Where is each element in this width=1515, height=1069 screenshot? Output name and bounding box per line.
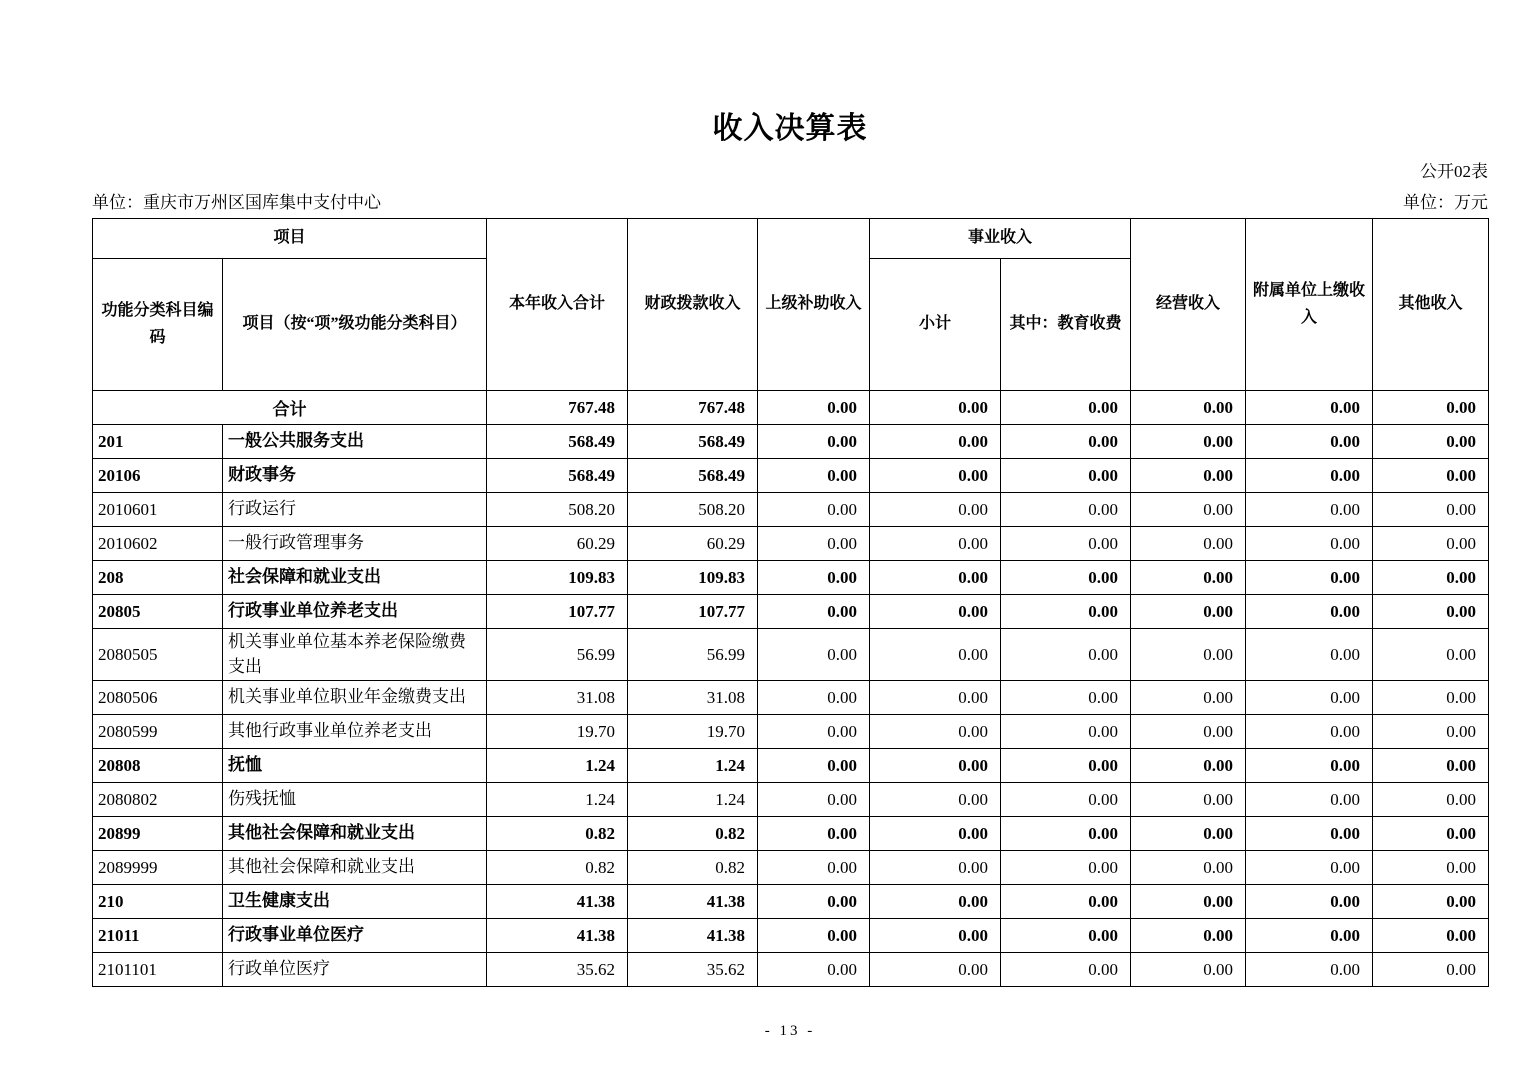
name-cell: 一般行政管理事务 — [223, 527, 487, 561]
name-cell: 机关事业单位基本养老保险缴费支出 — [223, 629, 487, 681]
value-cell: 0.00 — [1373, 391, 1489, 425]
value-cell: 0.00 — [870, 919, 1001, 953]
value-cell: 0.00 — [1001, 595, 1131, 629]
code-cell: 20805 — [93, 595, 223, 629]
header-function-code: 功能分类科目编码 — [93, 259, 223, 391]
value-cell: 0.00 — [1001, 391, 1131, 425]
value-cell: 0.00 — [1246, 493, 1373, 527]
value-cell: 0.00 — [1373, 851, 1489, 885]
header-superior-subsidy: 上级补助收入 — [758, 219, 870, 391]
value-cell: 0.00 — [1001, 681, 1131, 715]
header-subtotal: 小计 — [870, 259, 1001, 391]
table-row — [93, 629, 1489, 681]
value-cell: 109.83 — [487, 561, 628, 595]
value-cell: 0.00 — [870, 561, 1001, 595]
unit-row — [92, 188, 1488, 213]
header-total-income: 本年收入合计 — [487, 219, 628, 391]
value-cell: 1.24 — [628, 749, 758, 783]
value-cell: 0.00 — [1373, 919, 1489, 953]
value-cell: 0.00 — [758, 391, 870, 425]
value-cell: 0.00 — [1131, 715, 1246, 749]
value-cell: 0.00 — [1373, 749, 1489, 783]
value-cell: 0.00 — [1131, 919, 1246, 953]
income-statement-table — [92, 218, 1489, 987]
value-cell: 109.83 — [628, 561, 758, 595]
table-row — [93, 459, 1489, 493]
value-cell: 60.29 — [628, 527, 758, 561]
code-cell: 2089999 — [93, 851, 223, 885]
code-cell: 2010601 — [93, 493, 223, 527]
value-cell: 0.00 — [1131, 425, 1246, 459]
value-cell: 0.00 — [758, 953, 870, 987]
value-cell: 0.82 — [628, 851, 758, 885]
value-cell: 0.00 — [1373, 783, 1489, 817]
code-cell: 208 — [93, 561, 223, 595]
value-cell: 0.00 — [1373, 527, 1489, 561]
value-cell: 0.00 — [1131, 391, 1246, 425]
table-row — [93, 561, 1489, 595]
value-cell: 0.00 — [758, 493, 870, 527]
value-cell: 0.00 — [1001, 493, 1131, 527]
value-cell: 0.00 — [870, 391, 1001, 425]
value-cell: 0.00 — [1131, 783, 1246, 817]
value-cell: 0.00 — [1373, 629, 1489, 681]
value-cell: 0.00 — [1246, 629, 1373, 681]
value-cell: 0.00 — [1373, 493, 1489, 527]
value-cell: 0.00 — [758, 749, 870, 783]
value-cell: 0.00 — [870, 885, 1001, 919]
name-cell: 一般公共服务支出 — [223, 425, 487, 459]
value-cell: 0.00 — [1131, 885, 1246, 919]
header-row-top — [93, 219, 1489, 259]
value-cell: 0.00 — [1001, 953, 1131, 987]
value-cell: 0.00 — [1001, 817, 1131, 851]
name-cell: 卫生健康支出 — [223, 885, 487, 919]
value-cell: 0.00 — [1246, 561, 1373, 595]
value-cell: 0.00 — [1373, 817, 1489, 851]
code-cell: 2080505 — [93, 629, 223, 681]
value-cell: 0.00 — [1246, 783, 1373, 817]
value-cell: 0.00 — [1246, 425, 1373, 459]
table-row — [93, 885, 1489, 919]
value-cell: 41.38 — [487, 885, 628, 919]
value-cell: 0.82 — [487, 851, 628, 885]
value-cell: 107.77 — [628, 595, 758, 629]
value-cell: 0.00 — [870, 527, 1001, 561]
value-cell: 0.00 — [1373, 953, 1489, 987]
header-education-fee: 其中：教育收费 — [1001, 259, 1131, 391]
table-row — [93, 493, 1489, 527]
name-cell: 行政运行 — [223, 493, 487, 527]
value-cell: 0.00 — [1373, 885, 1489, 919]
value-cell: 0.00 — [1131, 595, 1246, 629]
value-cell: 0.00 — [1246, 885, 1373, 919]
code-cell: 2010602 — [93, 527, 223, 561]
value-cell: 0.00 — [1001, 459, 1131, 493]
table-row — [93, 527, 1489, 561]
value-cell: 0.00 — [1131, 527, 1246, 561]
name-cell: 行政事业单位养老支出 — [223, 595, 487, 629]
name-cell: 其他行政事业单位养老支出 — [223, 715, 487, 749]
name-cell: 合计 — [93, 391, 487, 425]
value-cell: 568.49 — [487, 425, 628, 459]
table-row — [93, 681, 1489, 715]
code-cell: 20106 — [93, 459, 223, 493]
value-cell: 0.00 — [1001, 629, 1131, 681]
value-cell: 0.00 — [1246, 817, 1373, 851]
value-cell: 31.08 — [487, 681, 628, 715]
table-row-total — [93, 391, 1489, 425]
value-cell: 0.00 — [1131, 459, 1246, 493]
table-row — [93, 425, 1489, 459]
name-cell: 行政事业单位医疗 — [223, 919, 487, 953]
value-cell: 19.70 — [487, 715, 628, 749]
code-cell: 2101101 — [93, 953, 223, 987]
header-project-group: 项目 — [93, 219, 487, 259]
value-cell: 1.24 — [628, 783, 758, 817]
table-row — [93, 749, 1489, 783]
value-cell: 0.00 — [1246, 459, 1373, 493]
name-cell: 机关事业单位职业年金缴费支出 — [223, 681, 487, 715]
value-cell: 35.62 — [628, 953, 758, 987]
code-cell: 2080802 — [93, 783, 223, 817]
code-cell: 20808 — [93, 749, 223, 783]
header-other-income: 其他收入 — [1373, 219, 1489, 391]
value-cell: 0.00 — [758, 681, 870, 715]
value-cell: 0.00 — [1373, 459, 1489, 493]
value-cell: 0.00 — [1246, 715, 1373, 749]
value-cell: 0.00 — [870, 851, 1001, 885]
name-cell: 抚恤 — [223, 749, 487, 783]
value-cell: 0.00 — [1001, 919, 1131, 953]
value-cell: 568.49 — [628, 459, 758, 493]
value-cell: 31.08 — [628, 681, 758, 715]
table-row — [93, 817, 1489, 851]
code-cell: 2080506 — [93, 681, 223, 715]
value-cell: 0.00 — [1131, 953, 1246, 987]
page-title: 收入决算表 — [712, 112, 868, 145]
value-cell: 0.00 — [870, 459, 1001, 493]
value-cell: 0.00 — [1373, 425, 1489, 459]
value-cell: 0.00 — [870, 681, 1001, 715]
value-cell: 0.00 — [1246, 595, 1373, 629]
table-row — [93, 783, 1489, 817]
code-cell: 21011 — [93, 919, 223, 953]
value-cell: 0.00 — [870, 953, 1001, 987]
value-cell: 107.77 — [487, 595, 628, 629]
name-cell: 其他社会保障和就业支出 — [223, 817, 487, 851]
value-cell: 41.38 — [628, 919, 758, 953]
value-cell: 0.00 — [758, 885, 870, 919]
value-cell: 0.00 — [1131, 681, 1246, 715]
value-cell: 0.00 — [1373, 715, 1489, 749]
value-cell: 0.00 — [758, 783, 870, 817]
value-cell: 767.48 — [628, 391, 758, 425]
value-cell: 0.00 — [1131, 629, 1246, 681]
value-cell: 0.00 — [758, 715, 870, 749]
value-cell: 0.00 — [1001, 783, 1131, 817]
value-cell: 0.00 — [870, 425, 1001, 459]
unit-currency: 单位：万元 — [1403, 193, 1488, 212]
value-cell: 56.99 — [487, 629, 628, 681]
value-cell: 0.00 — [758, 527, 870, 561]
value-cell: 568.49 — [487, 459, 628, 493]
name-cell: 其他社会保障和就业支出 — [223, 851, 487, 885]
table-row — [93, 919, 1489, 953]
value-cell: 35.62 — [487, 953, 628, 987]
value-cell: 0.00 — [870, 715, 1001, 749]
value-cell: 0.00 — [1246, 681, 1373, 715]
value-cell: 0.00 — [758, 595, 870, 629]
value-cell: 0.00 — [1001, 425, 1131, 459]
value-cell: 0.00 — [1246, 919, 1373, 953]
value-cell: 508.20 — [487, 493, 628, 527]
header-operating-income: 经营收入 — [1131, 219, 1246, 391]
value-cell: 1.24 — [487, 783, 628, 817]
value-cell: 0.00 — [1001, 561, 1131, 595]
value-cell: 0.00 — [870, 783, 1001, 817]
value-cell: 1.24 — [487, 749, 628, 783]
value-cell: 508.20 — [628, 493, 758, 527]
header-fiscal-appropriation: 财政拨款收入 — [628, 219, 758, 391]
value-cell: 0.00 — [1001, 885, 1131, 919]
table-row — [93, 715, 1489, 749]
value-cell: 0.00 — [1131, 493, 1246, 527]
value-cell: 0.00 — [758, 561, 870, 595]
value-cell: 0.00 — [870, 629, 1001, 681]
value-cell: 41.38 — [487, 919, 628, 953]
name-cell: 行政单位医疗 — [223, 953, 487, 987]
value-cell: 0.00 — [758, 919, 870, 953]
value-cell: 767.48 — [487, 391, 628, 425]
header-affiliated-income: 附属单位上缴收入 — [1246, 219, 1373, 391]
value-cell: 19.70 — [628, 715, 758, 749]
name-cell: 社会保障和就业支出 — [223, 561, 487, 595]
header-business-income-group: 事业收入 — [870, 219, 1131, 259]
value-cell: 0.00 — [1373, 681, 1489, 715]
code-cell: 2080599 — [93, 715, 223, 749]
value-cell: 0.00 — [1131, 561, 1246, 595]
value-cell: 0.00 — [758, 629, 870, 681]
value-cell: 0.00 — [1131, 817, 1246, 851]
header-item: 项目（按“项”级功能分类科目） — [223, 259, 487, 391]
table-row — [93, 953, 1489, 987]
unit-name: 单位：重庆市万州区国库集中支付中心 — [92, 193, 381, 212]
value-cell: 0.00 — [1246, 749, 1373, 783]
code-cell: 201 — [93, 425, 223, 459]
value-cell: 0.00 — [1001, 715, 1131, 749]
value-cell: 0.82 — [628, 817, 758, 851]
value-cell: 0.00 — [1373, 561, 1489, 595]
name-cell: 伤残抚恤 — [223, 783, 487, 817]
value-cell: 0.00 — [1131, 749, 1246, 783]
value-cell: 0.00 — [1001, 527, 1131, 561]
value-cell: 0.00 — [758, 459, 870, 493]
page-number: - 13 - — [764, 1023, 816, 1039]
value-cell: 0.00 — [1246, 953, 1373, 987]
value-cell: 0.82 — [487, 817, 628, 851]
table-number: 公开02表 — [1420, 162, 1488, 181]
value-cell: 0.00 — [870, 595, 1001, 629]
value-cell: 0.00 — [1001, 851, 1131, 885]
code-cell: 20899 — [93, 817, 223, 851]
value-cell: 0.00 — [870, 749, 1001, 783]
value-cell: 0.00 — [870, 493, 1001, 527]
value-cell: 0.00 — [1131, 851, 1246, 885]
table-row — [93, 595, 1489, 629]
table-row — [93, 851, 1489, 885]
value-cell: 568.49 — [628, 425, 758, 459]
value-cell: 0.00 — [1246, 851, 1373, 885]
name-cell: 财政事务 — [223, 459, 487, 493]
code-cell: 210 — [93, 885, 223, 919]
value-cell: 0.00 — [758, 817, 870, 851]
value-cell: 0.00 — [870, 817, 1001, 851]
value-cell: 0.00 — [1373, 595, 1489, 629]
value-cell: 0.00 — [1001, 749, 1131, 783]
value-cell: 56.99 — [628, 629, 758, 681]
value-cell: 0.00 — [758, 851, 870, 885]
value-cell: 60.29 — [487, 527, 628, 561]
value-cell: 0.00 — [1246, 527, 1373, 561]
value-cell: 41.38 — [628, 885, 758, 919]
value-cell: 0.00 — [1246, 391, 1373, 425]
value-cell: 0.00 — [758, 425, 870, 459]
